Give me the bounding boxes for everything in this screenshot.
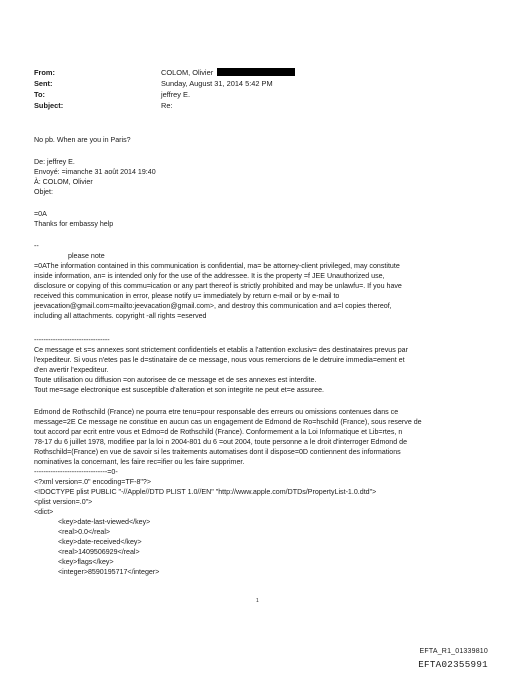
body-line: À: COLOM, Olivier	[34, 178, 93, 186]
subject-label: Subject:	[34, 101, 64, 110]
xml-line: <real>0.0</real>	[58, 528, 111, 536]
xml-line: <!DOCTYPE plist PUBLIC "-//Apple//DTD PLIST 1.0//EN" "http://www.apple.com/DTDs/PropertyList-1.0.dtd">	[34, 488, 377, 496]
xml-line: <plist version=.0">	[34, 498, 93, 506]
body-line: 78-17 du 6 juillet 1978, modifiee par la loi n 2004-801 du 6 =out 2004, toute personne a le droit d'interroger Edmond de	[34, 438, 408, 446]
body-line: Thanks for embassy help	[34, 220, 114, 228]
body-line: l'expediteur. Si vous n'etes pas le d=stinataire de ce message, nous vous remercions de le detruire immedia=ement et	[34, 356, 405, 364]
body-line: Envoyé: =imanche 31 août 2014 19:40	[34, 168, 156, 176]
body-line: including all attachments. copyright -all rights =eserved	[34, 312, 207, 320]
subject-value: Re:	[161, 101, 173, 110]
body-line: No pb. When are you in Paris?	[34, 136, 131, 144]
body-line: d'en avertir l'expediteur.	[34, 366, 109, 374]
body-line: received this communication in error, please notify u= immediately by return e-mail or by e-mail to	[34, 292, 340, 300]
body-line: nominatives la concernant, les faire rec=ifier ou les faire supprimer.	[34, 458, 245, 466]
xml-line: <?xml version=.0" encoding=TF-8"?>	[34, 478, 152, 486]
body-line: Rothschild=(France) en vue de savoir si les traitements automatises dont il dispose=0D contiennent des informations	[34, 448, 401, 456]
body-line: --	[34, 242, 39, 250]
body-line: disclosure or copying of this commu=ication or any part thereof is strictly prohibited and may be unlawfu=. If you have	[34, 282, 402, 290]
body-line: Edmond de Rothschild (France) ne pourra etre tenu=pour responsable des erreurs ou omissions contenues dans ce	[34, 408, 399, 416]
body-line: Toute utilisation ou diffusion =on autorisee de ce message et de ses annexes est interdite.	[34, 376, 317, 384]
sent-label: Sent:	[34, 79, 53, 88]
from-value	[161, 68, 295, 78]
xml-line: <key>date-last-viewed</key>	[58, 518, 151, 526]
xml-line: <key>flags</key>	[58, 558, 114, 566]
xml-line: <dict>	[34, 508, 54, 516]
xml-line: <integer>8590195717</integer>	[58, 568, 160, 576]
page-number: 1	[256, 598, 259, 604]
from-name: COLOM, Olivier	[161, 68, 214, 77]
to-value: jeffrey E.	[161, 90, 191, 99]
body-line: tout accord par ecrit entre vous et Edmo=d de Rothschild (France). Conformement a la Loi Informatique et Lib=rtes, n	[34, 428, 403, 436]
body-line: jeevacation@gmail.com=mailto:jeevacation@gmail.com>, and destroy this communication and a=l copies thereof,	[34, 302, 392, 310]
body-line: please note	[68, 252, 105, 260]
body-line: Tout me=sage electronique est susceptible d'alteration et son integrite ne peut et=e assuree.	[34, 386, 325, 394]
separator-line: --------------------------------	[34, 336, 110, 344]
body-line: Objet:	[34, 188, 53, 196]
from-label: From:	[34, 68, 55, 77]
xml-line: <real>1409506929</real>	[58, 548, 140, 556]
sent-value: Sunday, August 31, 2014 5:42 PM	[161, 79, 273, 88]
redaction-block	[217, 68, 295, 76]
footer-reference-1: EFTA_R1_01339810	[419, 648, 488, 655]
xml-line: <key>date-received</key>	[58, 538, 142, 546]
body-line: =0A	[34, 210, 47, 218]
body-line: =0AThe information contained in this communication is confidential, ma= be attorney-client privileged, may constitute	[34, 262, 400, 270]
body-line: message=2E Ce message ne constitue en aucun cas un engagement de Edmond de Ro=hschild (France), sous reserve de	[34, 418, 422, 426]
body-line: Ce message et s=s annexes sont strictement confidentiels et etablis a l'attention exclusiv= des destinataires prevus par	[34, 346, 408, 354]
separator-line: -------------------------------=0-	[34, 468, 118, 476]
body-line: De: jeffrey E.	[34, 158, 75, 166]
body-line: inside information, an= is intended only for the use of the addressee. It is the property =f JEE Unauthorized use,	[34, 272, 385, 280]
footer-reference-2: EFTA02355991	[418, 659, 488, 670]
to-label: To:	[34, 90, 45, 99]
